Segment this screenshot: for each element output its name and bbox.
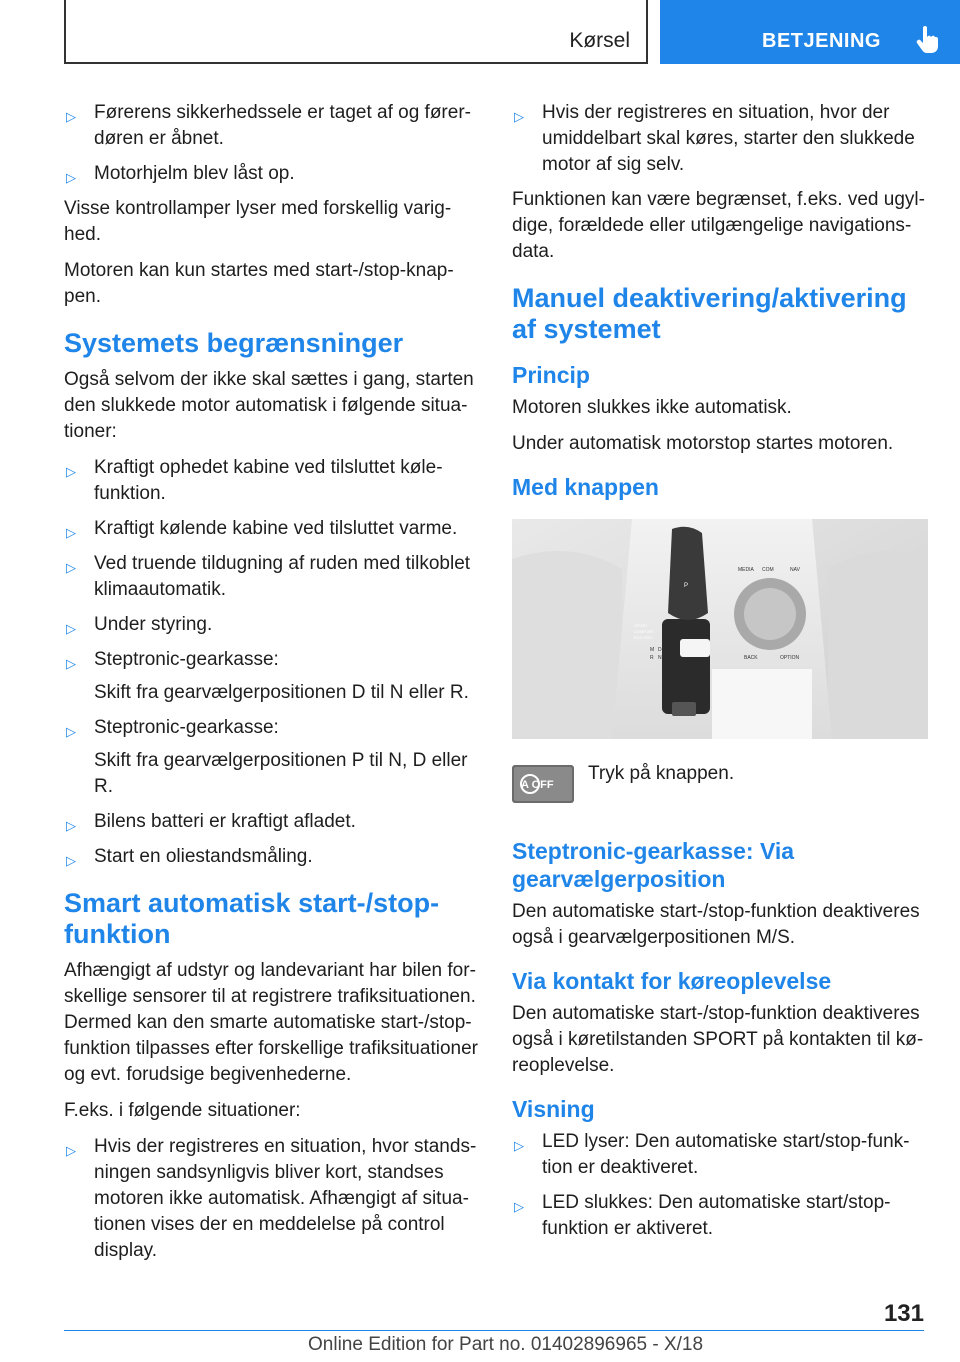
list-item: ▷ Under styring. — [64, 612, 478, 638]
button-instruction — [512, 761, 928, 821]
list-item: ▷ Start en oliestandsmåling. — [64, 844, 478, 870]
section-heading-manual: Manuel deaktivering/aktivering af systemet — [512, 283, 907, 344]
list-item: ▷ LED slukkes: Den automatiske start/stop-funktion er aktiveret. — [514, 1192, 891, 1239]
photo-label: N — [658, 655, 662, 661]
header-section-title: Kørsel — [569, 29, 630, 52]
section-heading-limits: Systemets begrænsninger — [64, 328, 404, 358]
triangle-bullet-icon: ▷ — [66, 525, 76, 540]
photo-label: D — [658, 647, 662, 653]
triangle-bullet-icon: ▷ — [66, 656, 76, 671]
triangle-bullet-icon: ▷ — [66, 464, 76, 479]
paragraph: Funktionen kan være begrænset, f.eks. ved ugyldige, forældede eller utilgængelige navigationsdata. — [512, 189, 925, 262]
triangle-bullet-icon: ▷ — [66, 109, 76, 124]
list-item: ▷ Motorhjelm blev låst op. — [64, 161, 478, 187]
list-item: ▷ Kraftigt kølende kabine ved tilsluttet varme. — [64, 516, 478, 542]
button-instruction-text: Tryk på knappen. — [588, 763, 735, 784]
photo-label: SPORT — [634, 623, 648, 628]
triangle-bullet-icon: ▷ — [66, 1143, 76, 1158]
subheading-button: Med knappen — [512, 474, 659, 500]
hand-pointer-icon — [916, 25, 940, 53]
paragraph: F.eks. i følgende situationer: — [64, 1100, 301, 1121]
paragraph: Visse kontrollamper lyser med forskellig varighed. — [64, 198, 452, 245]
chapter-tab-label: BETJENING — [762, 30, 881, 52]
photo-label: NAV — [790, 567, 800, 573]
paragraph: Afhængigt af udstyr og landevariant har bilen forskellige sensorer til at registrere trafiksituationen. Dermed kan den smarte automatiske start-/stop-funktion tilpasses efter forskellige trafiksituationer og evt. forudsige begivenhederne. — [64, 960, 478, 1085]
list-item: ▷ Hvis der registreres en situation, hvor standsningen sandsynligvis bliver kort, standses motoren ikke automatisk. Afhængigt af situationen vises der en meddelelse på control display. — [66, 1136, 477, 1261]
list-item-detail: Skift fra gearvælgerpositionen D til N eller R. — [94, 682, 469, 703]
smart-bullets — [64, 1134, 478, 1264]
list-item: ▷ LED lyser: Den automatiske start/stop-funktion er deaktiveret. — [514, 1131, 910, 1178]
triangle-bullet-icon: ▷ — [514, 1138, 524, 1153]
list-item: ▷ Hvis der registreres en situation, hvor der umiddelbart skal køres, starter den slukkede motor af sig selv. — [514, 102, 915, 175]
triangle-bullet-icon: ▷ — [514, 1199, 524, 1214]
photo-label: OPTION — [780, 655, 800, 661]
left-top-bullets — [64, 100, 478, 187]
photo-label: M — [650, 647, 655, 653]
button-label: A OFF — [521, 779, 554, 791]
list-item: ▷ Steptronic-gearkasse: Skift fra gearvælgerpositionen P til N, D eller R. — [64, 715, 478, 800]
limit-bullets — [64, 455, 478, 870]
right-column — [512, 100, 928, 1251]
paragraph: Motoren slukkes ikke automatisk. — [512, 397, 792, 418]
left-column — [64, 100, 478, 1273]
header-box — [64, 0, 648, 64]
photo-label: P — [684, 583, 689, 589]
photo-label: MEDIA — [738, 567, 754, 573]
page-number: 131 — [883, 1300, 924, 1327]
triangle-bullet-icon: ▷ — [66, 724, 76, 739]
triangle-bullet-icon: ▷ — [66, 853, 76, 868]
center-console-photo — [512, 519, 928, 739]
subheading-display: Visning — [512, 1096, 595, 1122]
photo-label: ECO PRO — [634, 635, 653, 640]
paragraph: Den automatiske start-/stop-funktion deaktiveres også i gearvælgerpositionen M/S. — [512, 901, 920, 948]
auto-start-stop-off-button-icon[interactable] — [512, 765, 574, 803]
paragraph: Den automatiske start-/stop-funktion deaktiveres også i køretilstanden SPORT på kontakten til køreoplevelse. — [512, 1003, 924, 1076]
section-heading-smart: Smart automatisk start-/stop-funktion — [64, 888, 440, 949]
subheading-steptronic: Steptronic-gearkasse: Via gearvælgerposition — [512, 838, 795, 892]
triangle-bullet-icon: ▷ — [66, 621, 76, 636]
photo-label: COMFORT — [634, 629, 655, 634]
list-item: ▷ Førerens sikkerhedssele er taget af og førerdøren er åbnet. — [66, 102, 471, 149]
subheading-princip: Princip — [512, 362, 590, 388]
list-item: ▷ Steptronic-gearkasse: Skift fra gearvælgerpositionen D til N eller R. — [64, 647, 478, 706]
paragraph: Også selvom der ikke skal sættes i gang, starten den slukkede motor automatisk i følgende situationer: — [64, 369, 474, 442]
list-item: ▷ Kraftigt ophedet kabine ved tilsluttet kølefunktion. — [66, 457, 443, 504]
list-item: ▷ Ved truende tildugning af ruden med tilkoblet klimaautomatik. — [66, 553, 471, 600]
chapter-tab[interactable] — [660, 0, 960, 64]
subheading-contact: Via kontakt for køreoplevelse — [512, 968, 832, 994]
display-bullets — [512, 1129, 928, 1242]
list-item-detail: Skift fra gearvælgerpositionen P til N, D eller R. — [94, 750, 468, 797]
footer-divider — [64, 1330, 924, 1331]
photo-label: BACK — [744, 655, 758, 661]
right-top-bullets — [512, 100, 928, 178]
triangle-bullet-icon: ▷ — [514, 109, 524, 124]
paragraph: Motoren kan kun startes med start-/stop-knappen. — [64, 260, 454, 307]
list-item: ▷ Bilens batteri er kraftigt afladet. — [64, 809, 478, 835]
photo-label: R — [650, 655, 654, 661]
triangle-bullet-icon: ▷ — [66, 170, 76, 185]
triangle-bullet-icon: ▷ — [66, 818, 76, 833]
footer-edition-text: Online Edition for Part no. 01402896965 - X/18 — [308, 1334, 704, 1355]
paragraph: Under automatisk motorstop startes motoren. — [512, 433, 894, 454]
triangle-bullet-icon: ▷ — [66, 560, 76, 575]
photo-label: COM — [762, 567, 774, 573]
